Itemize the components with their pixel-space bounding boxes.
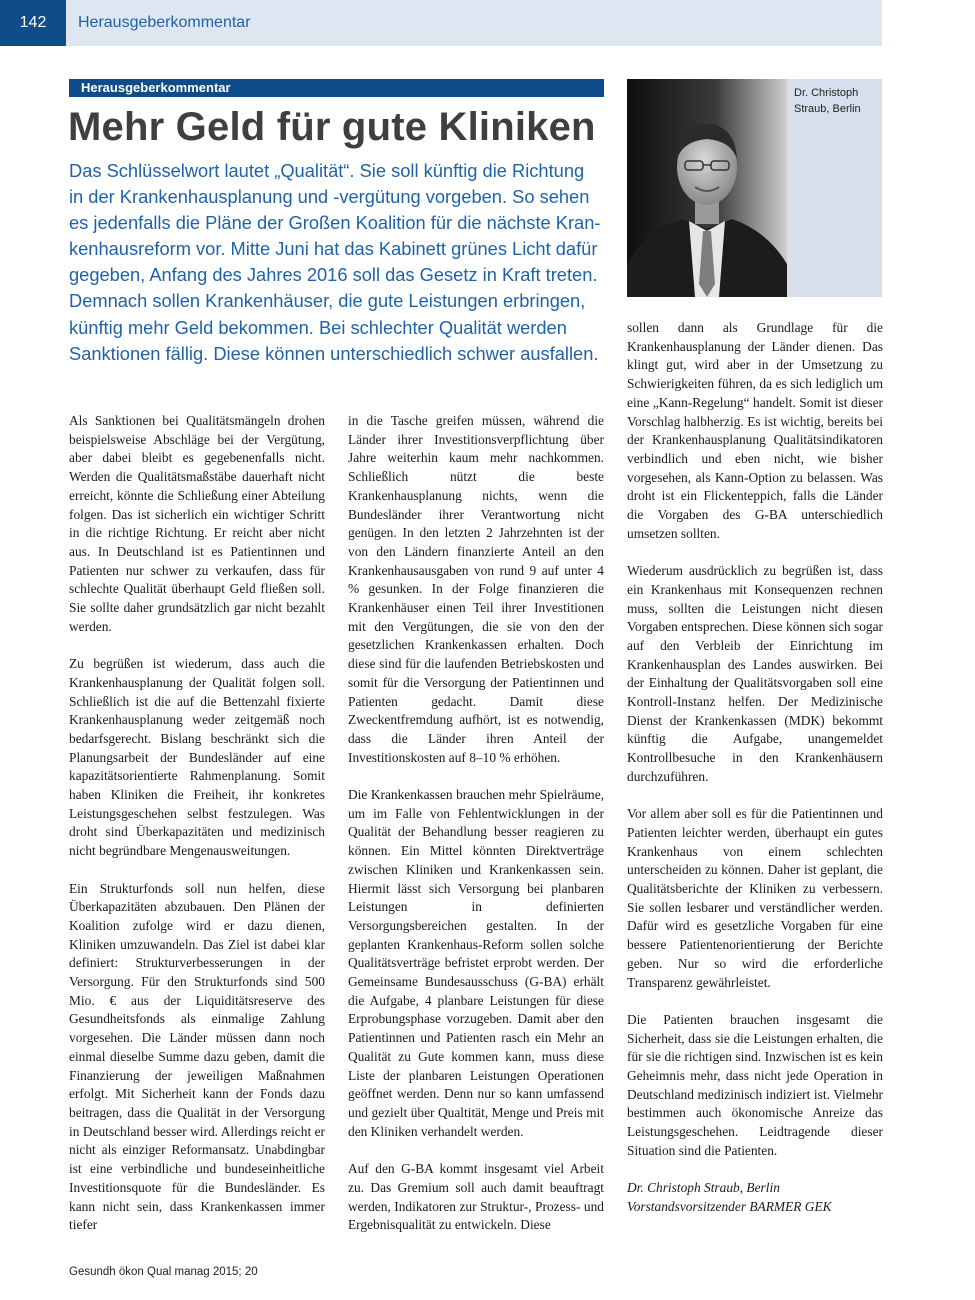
page-number: 142 [0, 0, 66, 46]
caption-line: Straub, Berlin [794, 103, 861, 115]
author-photo [627, 79, 787, 297]
body-paragraph: Vor allem aber soll es für die Patientinnen und Patienten leichter werden, überhaupt ein gutes Krankenhaus von einem schlechten unterscheiden zu können. Daher ist geplant, die Qualitätsberichte der Kliniken zu verbessern. Sie sollen lesbarer und verständlicher werden. Dafür wird es gesetzliche Vorgaben für eine bessere Patientenorientierung der Berichte geben. Nur so wird die erforderliche Transparenz gewährleistet. [627, 806, 883, 990]
lead-line: künftig mehr Geld bekommen. Bei schlechter Qualität werden [69, 316, 567, 338]
author-photo-caption [794, 85, 861, 117]
text-column-1 [69, 412, 325, 1254]
lead-line: kenhausreform vor. Mitte Juni hat das Kabinett grünes Licht dafür [69, 238, 598, 260]
body-paragraph: Die Patienten brauchen insgesamt die Sicherheit, dass sie die Leistungen erhalten, die für sie die richtigen sind. Inzwischen ist es kein Geheimnis mehr, dass nicht jede Operation in Deutschland medizinisch indiziert ist. Vielmehr bestimmen auch ökonomische Anreize das Leistungsgeschehen. Leidtragende dieser Situation sind die Patienten. [627, 1011, 883, 1158]
body-paragraph: Wiederum ausdrücklich zu begrüßen ist, dass ein Krankenhaus mit Konsequenzen rechnen muss, sollten die Leistungen nicht diesen Vorgaben entsprechen. Diese können sich sogar auf den Verbleib der Einrichtung im Krankenhausplan des Landes auswirken. Bei der Einhaltung der Qualitätsvorgaben soll eine Kontroll-Instanz helfen. Der Medizinische Dienst der Krankenkassen (MDK) bekommt künftig die Aufgabe, unangemeldet Kontrollbesuche in den Krankenhäusern durchzuführen. [627, 563, 883, 784]
journal-citation: Gesundh ökon Qual manag 2015; 20 [69, 1266, 258, 1278]
signature-role: Vorstandsvorsitzender BARMER GEK [627, 1198, 832, 1214]
body-paragraph: Die Krankenkassen brauchen mehr Spielräume, um im Falle von Fehlentwicklungen in der Qualität der Behandlung besser reagieren zu können. Ein Mittel könnten Direktverträge zwischen Kliniken und Krankenkassen sein. Hiermit lässt sich Versorgung bei planbaren Leistungen in definierten Versorgungsbereichen gestalten. In der geplanten Krankenhaus-Reform sollen solche Qualitätsverträge befristet erprobt werden. Der Gemeinsame Bundesausschuss (G-BA) erhält die Aufgabe, 4 planbare Leistungen für diese Erprobungsphase vorzugeben. Damit aber den Patientinnen und Patienten rasch ein Mehr an Qualität zu Gute kommen kann, muss diese Liste der planbaren Leistungen Operationen geöffnet werden. Denn nur so kann umfassend und gezielt über Qualtität, Menge und Preis mit den Kliniken verhandelt werden. [348, 787, 604, 1139]
lead-line: Demnach sollen Krankenhäuser, die gute Leistungen erbringen, [69, 290, 586, 312]
lead-line: es jedenfalls die Pläne der Großen Koalition für die nächste Kran- [69, 212, 601, 234]
text-column-2 [348, 412, 604, 1254]
body-paragraph: in die Tasche greifen müssen, während die Länder ihrer Investitionsverpflichtung über Jahre weiterhin kaum mehr nachkommen. Schließlich nützt die beste Krankenhausplanung nichts, wenn die Bundesländer ihrer Verantwortung nicht genügen. In den letzten 2 Jahrzehnten ist der von den Ländern finanzierte Anteil an den Krankenhausausgaben von rund 9 auf unter 4 % gesunken. In der Folge finanzieren die Krankenhäuser einen Teil ihrer Investitionen mit den Vergütungen, die sie von den der gesetzlichen Krankenkassen erhalten. Doch diese sind für die laufenden Betriebskosten und somit für die Versorgung der Patientinnen und Patienten gedacht. Damit diese Zweckentfremdung aufhört, ist es notwendig, dass die Länder ihren Anteil der Investitionskosten auf 8–10 % erhöhen. [348, 413, 604, 765]
running-title: Herausgeberkommentar [78, 14, 251, 31]
section-kicker: Herausgeberkommentar [69, 79, 604, 97]
body-paragraph: Als Sanktionen bei Qualitätsmängeln drohen beispielsweise Abschläge bei der Vergütung, aber dabei bleibt es gegebenenfalls nicht. Werden die Qualitätsmaßstäbe dauerhaft nicht erreicht, könnte die Schließung einer Abteilung folgen. Das ist sicherlich ein wichtiger Schritt in die richtige Richtung. Er reicht aber nicht aus. In Deutschland ist es Patientinnen und Patienten nur schwer zu verkaufen, dass für schlechte Qualität überhaupt Geld fließen soll. Sie sollte daher grundsätzlich gar nicht bezahlt werden. [69, 413, 325, 634]
body-paragraph: Zu begrüßen ist wiederum, dass auch die Krankenhausplanung der Qualität folgen soll. Schließlich ist die auf die Bettenzahl fixierte Krankenhausplanung weder zeitgemäß noch bedarfsgerecht. Bislang beschränkt sich die Planungsarbeit der Bundesländer auf eine kapazitätsorientierte Rahmenplanung. Somit haben Kliniken die Freiheit, ihr konkretes Leistungsgeschehen selbst festzulegen. Was droht sind Überkapazitäten und medizinisch nicht begründbare Mengenausweitungen. [69, 656, 325, 859]
lead-line: Sanktionen fällig. Diese können unterschiedlich schwer ausfallen. [69, 342, 599, 364]
body-paragraph: sollen dann als Grundlage für die Krankenhausplanung der Länder dienen. Das klingt gut, wird aber in der Umsetzung zu Schwierigkeiten führen, da es sich lediglich um eine „Kann-Regelung“ handelt. Somit ist dieser Vorschlag halbherzig. Es ist wichtig, bereits bei der Krankenhausplanung Qualitätsindikatoren verbindlich und eben nicht, wie bisher vorgesehen, als Kann-Option zu belassen. Was droht ist ein Flickenteppich, falls die Länder die Vorgaben des G-BA unterschiedlich umsetzen sollten. [627, 320, 883, 541]
lead-line: gegeben, Anfang des Jahres 2016 soll das Gesetz in Kraft treten. [69, 264, 598, 286]
lead-line: in der Krankenhausplanung und -vergütung vorgeben. So sehen [69, 186, 590, 208]
article-headline: Mehr Geld für gute Kliniken [68, 105, 596, 149]
text-column-3 [627, 319, 883, 1217]
body-paragraph: Auf den G-BA kommt insgesamt viel Arbeit zu. Das Gremium soll auch damit beauftragt werden, Indikatoren zur Struktur-, Prozess- und Ergebnisqualität zu entwickeln. Diese [348, 1161, 604, 1233]
signature-name: Dr. Christoph Straub, Berlin [627, 1180, 780, 1196]
author-signature [627, 1179, 883, 1216]
body-paragraph: Ein Strukturfonds soll nun helfen, diese Überkapazitäten abzubauen. Den Plänen der Koalition zufolge wird er dazu dienen, Kliniken umzuwandeln. Das Ziel ist dabei klar definiert: Strukturverbesserungen in der Versorgung. Für den Strukturfonds sind 500 Mio. € aus der Liquiditätsreserve des Gesundheitsfonds als einmalige Zahlung vorgesehen. Die Länder müssen dann noch einmal dieselbe Summe dazu geben, damit die Finanzierung der jeweiligen Maßnahmen erfolgt. Mit Sicherheit kann der Fonds dazu beitragen, dass die Qualität in der Versorgung in Deutschland besser wird. Allerdings reicht er nicht als einziger Reformansatz. Unabdingbar ist eine verbindliche und bundeseinheitliche Investitionsquote für die Bundesländer. Es kann nicht sein, dass Krankenkassen immer tiefer [69, 880, 325, 1233]
article-lead [69, 158, 609, 367]
caption-line: Dr. Christoph [794, 87, 859, 99]
lead-line: Das Schlüsselwort lautet „Qualität“. Sie soll künftig die Richtung [69, 160, 585, 181]
